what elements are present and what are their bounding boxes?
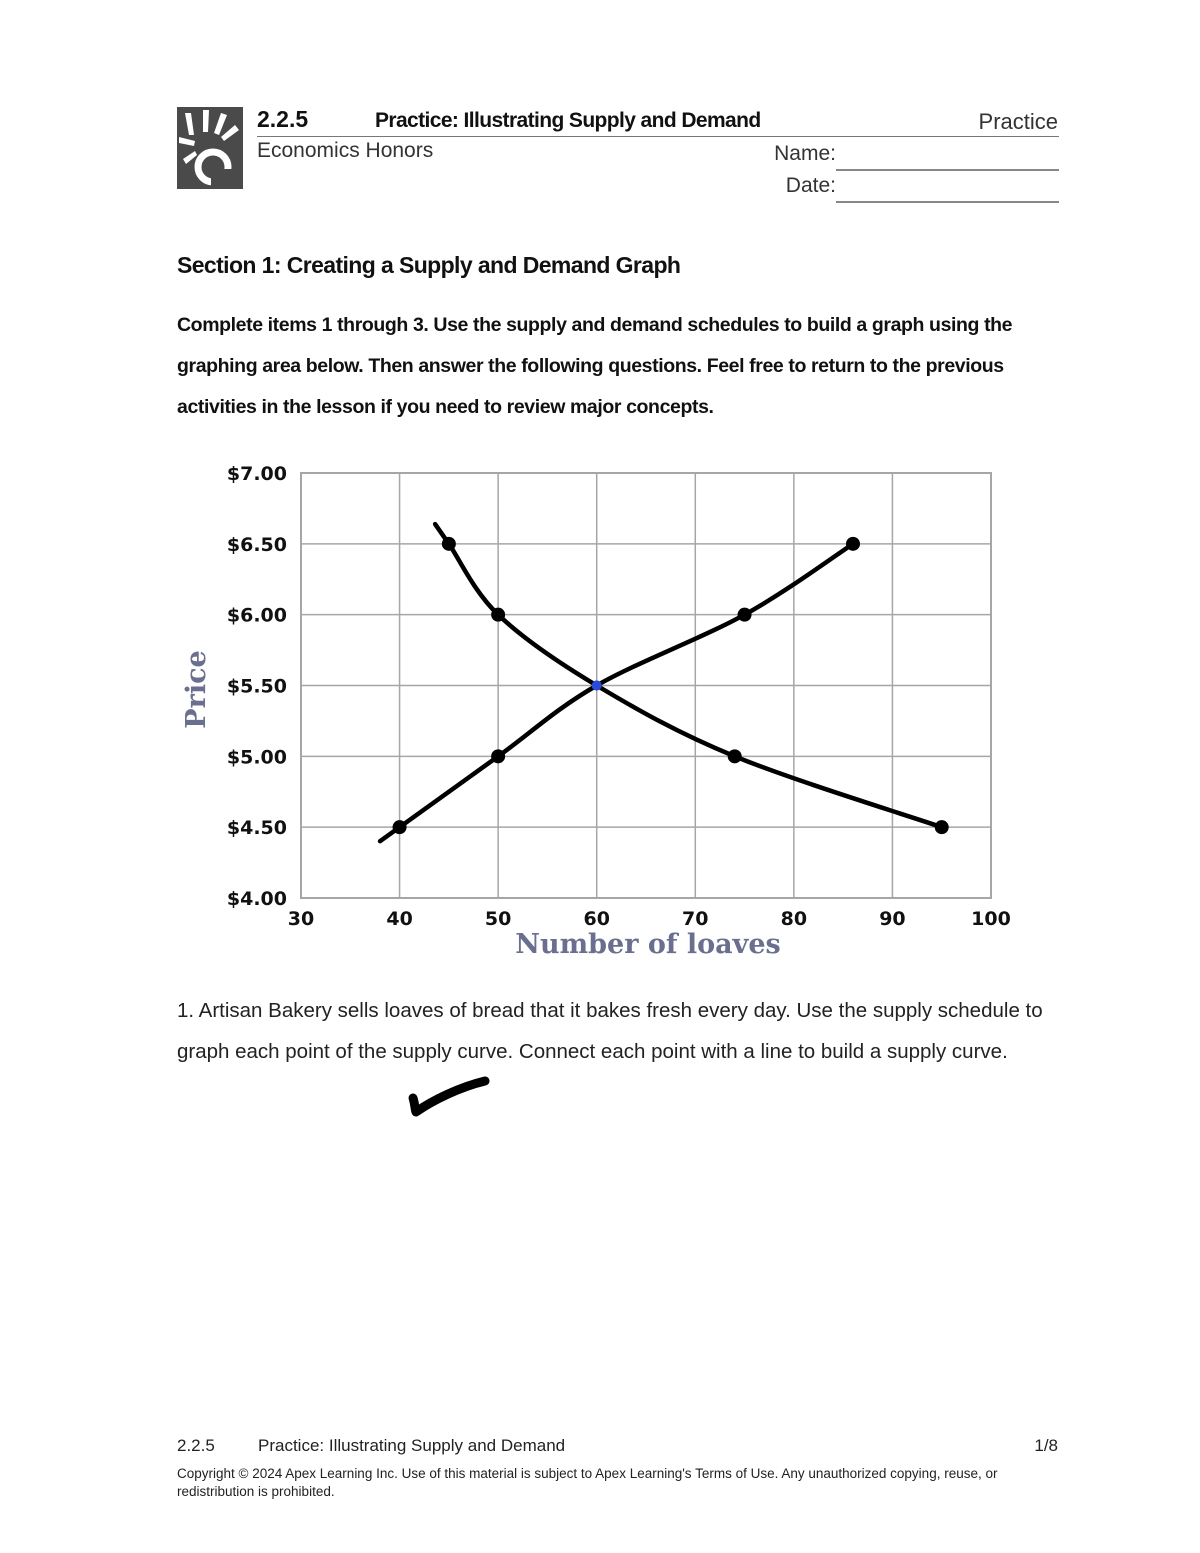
x-tick-labels: [288, 908, 1011, 930]
name-label: Name:: [774, 142, 836, 165]
x-tick-label: 70: [682, 908, 709, 930]
data-point: [728, 749, 742, 763]
x-tick-label: 90: [879, 908, 906, 930]
y-tick-label: $6.50: [226, 533, 287, 556]
header-divider: [257, 136, 1059, 137]
date-field[interactable]: [836, 201, 1059, 203]
data-point: [738, 608, 752, 622]
x-tick-label: 80: [780, 908, 808, 930]
y-tick-label: $5.50: [226, 675, 287, 698]
chart-grid: [301, 473, 991, 898]
data-point: [491, 608, 505, 622]
y-tick-label: $7.00: [226, 463, 287, 485]
x-tick-label: 100: [971, 908, 1011, 930]
apex-logo: [177, 107, 243, 189]
x-tick-label: 40: [386, 908, 413, 930]
data-point: [393, 820, 407, 834]
data-point: [442, 537, 456, 551]
page-number: 1/8: [1034, 1436, 1058, 1455]
data-point: [935, 820, 949, 834]
data-point: [491, 749, 505, 763]
page-title: Practice: Illustrating Supply and Demand: [375, 109, 761, 132]
data-point: [592, 681, 602, 691]
y-axis-title: Price: [181, 650, 212, 729]
data-point: [846, 537, 860, 551]
y-tick-label: $5.00: [226, 746, 287, 769]
activity-type: Practice: [978, 109, 1058, 134]
course-name: Economics Honors: [257, 139, 434, 162]
instructions-text: Complete items 1 through 3. Use the supply and demand schedules to build a graph using the graphing area below. Then answer the following questions. Feel free to return to the previous activities in the lesson if you need to review major concepts.: [177, 314, 1013, 418]
chart-series: [380, 524, 949, 841]
lesson-code: 2.2.5: [257, 106, 309, 132]
copyright-notice: Copyright © 2024 Apex Learning Inc. Use of this material is subject to Apex Learning's Terms of Use. Any unauthorized copying, reuse, or redistribution is prohibited.: [177, 1466, 998, 1499]
checkmark-icon: [405, 1070, 495, 1120]
x-tick-label: 50: [484, 908, 512, 930]
series-line-2: [435, 524, 942, 827]
name-field[interactable]: [836, 169, 1059, 171]
series-line-1: [380, 544, 853, 841]
x-tick-label: 30: [287, 908, 315, 930]
section-heading: Section 1: Creating a Supply and Demand Graph: [177, 252, 681, 278]
x-tick-label: 60: [583, 908, 610, 930]
y-tick-label: $6.00: [226, 604, 287, 627]
y-tick-labels: [227, 463, 287, 910]
question-1: 1. Artisan Bakery sells loaves of bread that it bakes fresh every day. Use the supply schedule to graph each point of the supply curve. Connect each point with a line to build a supply curve.: [177, 999, 1043, 1063]
footer-title: Practice: Illustrating Supply and Demand: [258, 1436, 566, 1455]
x-axis-title: Number of loaves: [515, 929, 781, 960]
y-tick-label: $4.50: [226, 817, 287, 840]
supply-demand-chart: [180, 450, 1040, 970]
date-label: Date:: [785, 174, 836, 197]
y-tick-label: $4.00: [226, 888, 287, 910]
footer-lesson-code: 2.2.5: [177, 1436, 215, 1455]
